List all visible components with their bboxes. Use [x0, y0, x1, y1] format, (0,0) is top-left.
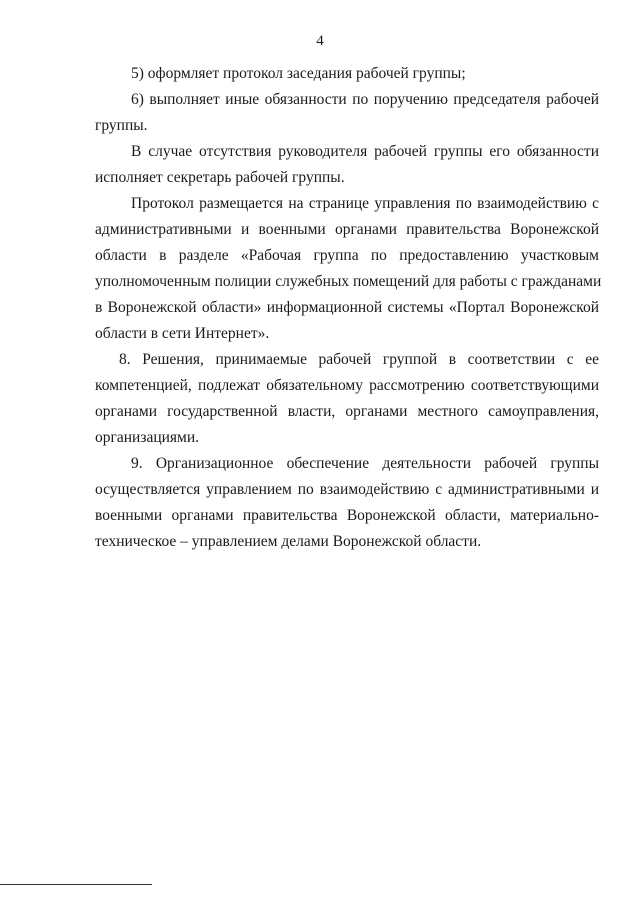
footnote-separator	[0, 884, 152, 885]
text-line: органами государственной власти, органами местного самоуправления,	[95, 403, 599, 420]
text-line: административными и военными органами правительства Воронежской	[95, 221, 599, 238]
page-number: 4	[316, 33, 324, 49]
text-line: в Воронежской области» информационной системы «Портал Воронежской	[95, 299, 599, 316]
text-line: 9. Организационное обеспечение деятельности рабочей группы	[131, 455, 599, 472]
text-line: области в сети Интернет».	[95, 325, 270, 342]
text-line: военными органами правительства Воронежской области, материально-	[95, 507, 599, 524]
text-line: исполняет секретарь рабочей группы.	[95, 169, 345, 186]
text-line: осуществляется управлением по взаимодействию с административными и	[95, 481, 599, 498]
text-line: области в разделе «Рабочая группа по предоставлению участковым	[95, 247, 599, 264]
text-line: компетенцией, подлежат обязательному рассмотрению соответствующими	[95, 377, 599, 394]
text-line: В случае отсутствия руководителя рабочей группы его обязанности	[131, 143, 599, 160]
text-line: техническое – управлением делами Воронежской области.	[95, 533, 482, 550]
text-line: 6) выполняет иные обязанности по поручению председателя рабочей	[131, 91, 599, 108]
text-line: организациями.	[95, 429, 200, 446]
text-line: группы.	[95, 117, 148, 134]
text-line: Протокол размещается на странице управления по взаимодействию с	[131, 195, 599, 212]
text-line: уполномоченным полиции служебных помещений для работы с гражданами	[95, 273, 602, 290]
text-line: 8. Решения, принимаемые рабочей группой в соответствии с ее	[119, 351, 599, 368]
text-line: 5) оформляет протокол заседания рабочей группы;	[131, 65, 466, 82]
